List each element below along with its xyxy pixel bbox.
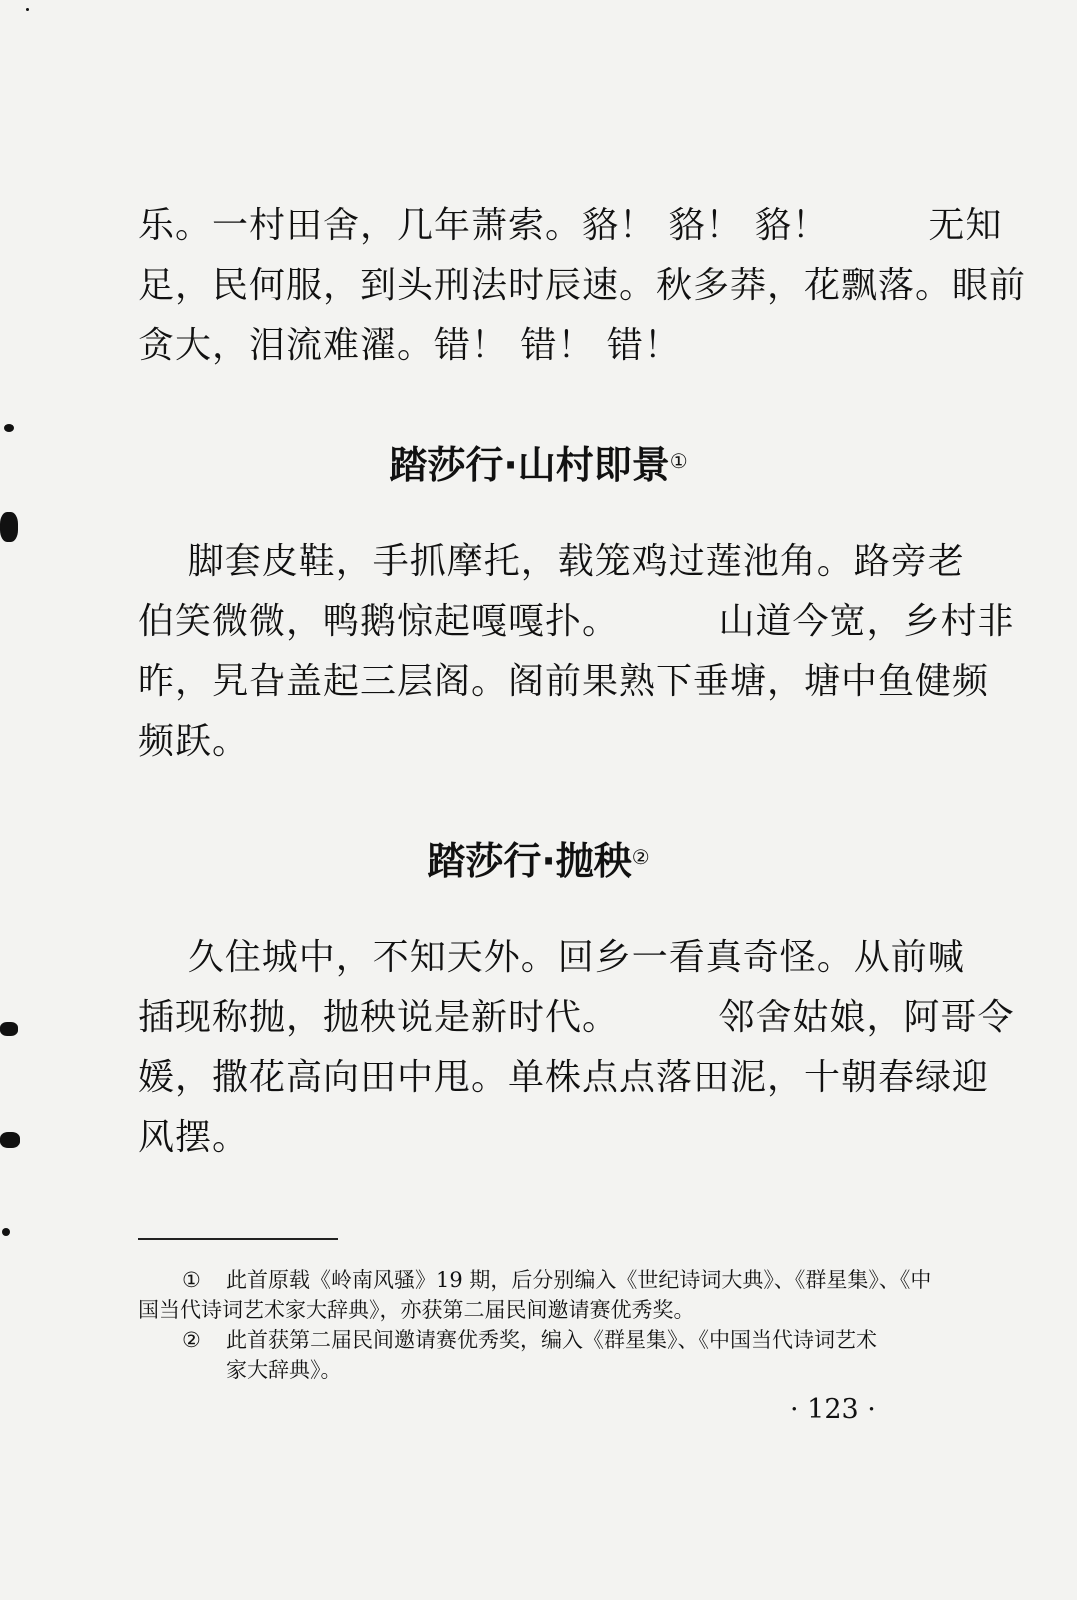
scan-speck <box>0 1132 20 1148</box>
poem-text-line: 足，民何服，到头刑法时辰速。秋多莽，花飘落。眼前 <box>138 265 1027 306</box>
footnote-line: 国当代诗词艺术家大辞典》，亦获第二届民间邀请赛优秀奖。 <box>138 1298 695 1322</box>
poem-text-line: 插现称抛，抛秧说是新时代。 邻舍姑娘，阿哥令 <box>138 997 1015 1038</box>
poem-title <box>0 442 1077 488</box>
scan-speck <box>26 8 29 11</box>
footnote-marker: ① <box>182 1268 201 1292</box>
poem-title-text: 踏莎行·抛秧 <box>427 839 632 883</box>
footnote-reference: ② <box>631 845 650 869</box>
poem-text-line: 媛，撒花高向田中甩。单株点点落田泥，十朝春绿迎 <box>138 1057 990 1098</box>
poem-title <box>0 838 1077 884</box>
footnote-line <box>182 1326 877 1354</box>
poem-title-text: 踏莎行·山村即景 <box>389 443 670 487</box>
poem-text-line: 乐。一村田舍，几年萧索。貉！ 貉！ 貉！ 无知 <box>138 205 1003 246</box>
footnote-line: 家大辞典》。 <box>226 1358 342 1382</box>
poem-text-line: 昨，旯旮盖起三层阁。阁前果熟下垂塘，塘中鱼健频 <box>138 661 990 702</box>
poem-text-line: 贪大，泪流难濯。错！ 错！ 错！ <box>138 325 681 366</box>
footnote-text: 此首原载《岭南风骚》19 期，后分别编入《世纪诗词大典》、《群星集》、《中 <box>226 1268 932 1292</box>
poem-text-line: 脚套皮鞋，手抓摩托，载笼鸡过莲池角。路旁老 <box>138 541 965 582</box>
scan-speck <box>0 1022 18 1036</box>
footnote-divider <box>138 1238 338 1240</box>
footnote-marker: ② <box>182 1328 201 1352</box>
footnote-text: 此首获第二届民间邀请赛优秀奖，编入《群星集》、《中国当代诗词艺术 <box>226 1328 877 1352</box>
poem-text-line: 风摆。 <box>138 1117 250 1158</box>
scan-speck <box>2 1228 10 1236</box>
page-number: · 123 · <box>790 1394 876 1425</box>
footnote-reference: ① <box>669 449 688 473</box>
footnote-line <box>182 1266 931 1294</box>
poem-text-line: 久住城中，不知天外。回乡一看真奇怪。从前喊 <box>138 937 965 978</box>
scan-speck <box>4 424 14 432</box>
poem-text-line: 伯笑微微，鸭鹅惊起嘎嘎扑。 山道今宽，乡村非 <box>138 601 1015 642</box>
poem-text-line: 频跃。 <box>138 721 250 762</box>
scan-speck <box>0 512 18 542</box>
